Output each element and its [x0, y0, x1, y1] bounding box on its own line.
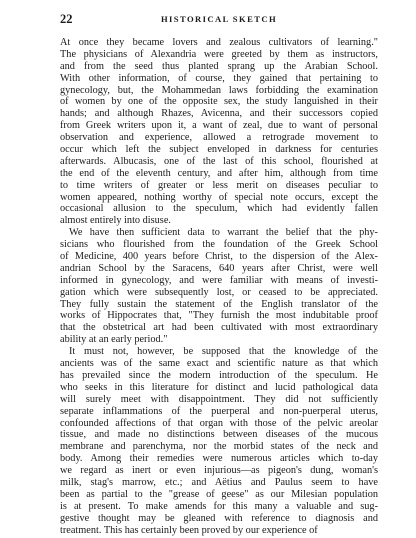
text-line: has prevailed since the modern introduction of the speculum. He — [60, 369, 378, 381]
text-line: the end of the eleventh century, and after him, although from time — [60, 167, 378, 179]
text-line: been as partial to the "grease of geese" as our Milesian population — [60, 488, 378, 500]
text-line: membrane and parenchyma, nor the morbid states of the neck and — [60, 441, 378, 453]
text-line: afterwards. Albucasis, one of the last of this school, flourished at — [60, 155, 378, 167]
running-title: HISTORICAL SKETCH — [160, 14, 278, 24]
text-line: occasional allusion to the speculum, which had evidently fallen — [60, 203, 378, 215]
text-line: observation and experience, allowed a retrograde movement to — [60, 132, 378, 144]
body-text — [60, 37, 378, 536]
text-line: we regard as inert or even injurious—as pigeon's dung, woman's — [60, 465, 378, 477]
text-line: ability at an early period." — [60, 334, 168, 346]
text-line: body. Among their remedies were numerous articles which to-day — [60, 453, 378, 465]
text-line: hands; and although Rhazes, Avicenna, and their successors copied — [60, 108, 378, 120]
text-line: who seeks in this literature for distinct and lucid pathological data — [60, 381, 378, 393]
text-line: confounded affections of that organ with those of the pelvic areolar — [60, 417, 378, 429]
text-line: that the obstetrical art had been cultivated with most extraordinary — [60, 322, 378, 334]
paragraph — [60, 37, 378, 227]
paragraph — [60, 227, 378, 346]
text-line: tissue, and made no distinctions between diseases of the mucous — [60, 429, 378, 441]
text-line: and from the seed thus planted sprang up the Arabian School. — [60, 60, 378, 72]
text-line: They fully sustain the statement of the English translator of the — [60, 298, 378, 310]
text-line: women appeared, nothing worthy of special note occurs, except the — [60, 191, 378, 203]
running-head — [60, 12, 378, 28]
page-number: 22 — [60, 12, 73, 26]
text-line: informed in gynecology, and were familiar with means of investi- — [60, 274, 378, 286]
text-line: to time writers of greater or less merit on diseases peculiar to — [60, 179, 378, 191]
text-line: andrian School by the Saracens, 640 years after Christ, were well — [60, 262, 378, 274]
text-line: occur which left the subject enveloped in darkness for centuries — [60, 144, 378, 156]
paragraph — [60, 346, 378, 536]
text-line: We have then sufficient data to warrant the belief that the phy- — [69, 227, 378, 239]
text-line: of women by one of the opposite sex, the study languished in their — [60, 96, 378, 108]
text-line: works of Hippocrates that, "They furnish the most indubitable proof — [60, 310, 378, 322]
text-line: from Greek writers upon it, a want of zeal, due to want of personal — [60, 120, 378, 132]
text-line: ancients was of the same exact and scientific nature as that which — [60, 358, 378, 370]
text-line: sicians who flourished from the foundation of the Greek School — [60, 239, 378, 251]
text-line: With other information, of course, they gained that pertaining to — [60, 72, 378, 84]
text-line: milk, stag's marrow, etc.; and Aëtius and Paulus seem to have — [60, 476, 378, 488]
text-line: At once they became lovers and zealous cultivators of learning." — [60, 37, 378, 48]
text-line: of Medicine, 400 years before Christ, to the dispersion of the Alex- — [60, 251, 378, 263]
text-line: It must not, however, be supposed that the knowledge of the — [69, 346, 378, 358]
text-line: gation which were subsequently lost, or ceased to be appreciated. — [60, 286, 378, 298]
text-line: gynecology, but, the Mohammedan laws forbidding the examination — [60, 84, 378, 96]
text-line: will surely meet with disappointment. They did not sufficiently — [60, 393, 378, 405]
text-line: almost entirely into disuse. — [60, 215, 171, 227]
text-line: is at present. To make amends for this many a valuable and sug- — [60, 500, 378, 512]
text-line: gestive thought may be gleaned with reference to diagnosis and — [60, 512, 378, 524]
text-line: separate inflammations of the puerperal and non-puerperal uterus, — [60, 405, 378, 417]
text-line: The physicians of Alexandria were greeted by them as instructors, — [60, 48, 378, 60]
text-line: treatment. This has certainly been proved by our experience of — [60, 524, 318, 536]
book-page — [60, 12, 378, 536]
